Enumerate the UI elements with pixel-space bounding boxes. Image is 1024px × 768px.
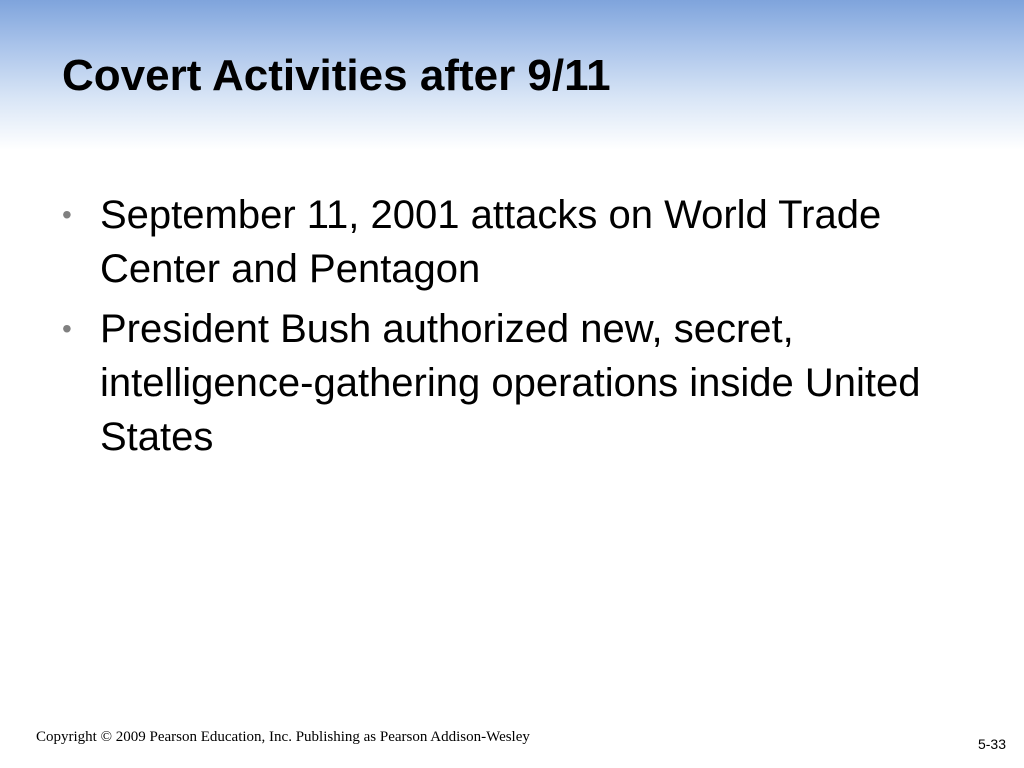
- slide-title: Covert Activities after 9/11: [62, 51, 611, 100]
- copyright-footer: Copyright © 2009 Pearson Education, Inc. Publishing as Pearson Addison-Wesley: [36, 729, 530, 745]
- bullet-marker-icon: •: [62, 199, 72, 230]
- bullet-text: September 11, 2001 attacks on World Trade Center and Pentagon: [100, 193, 882, 291]
- bullet-list: [62, 188, 922, 470]
- bullet-text: President Bush authorized new, secret, intelligence-gathering operations inside United States: [100, 307, 921, 459]
- bullet-item: [62, 188, 922, 296]
- page-number: 5-33: [977, 736, 1006, 752]
- bullet-item: [62, 302, 922, 464]
- bullet-marker-icon: •: [62, 313, 72, 344]
